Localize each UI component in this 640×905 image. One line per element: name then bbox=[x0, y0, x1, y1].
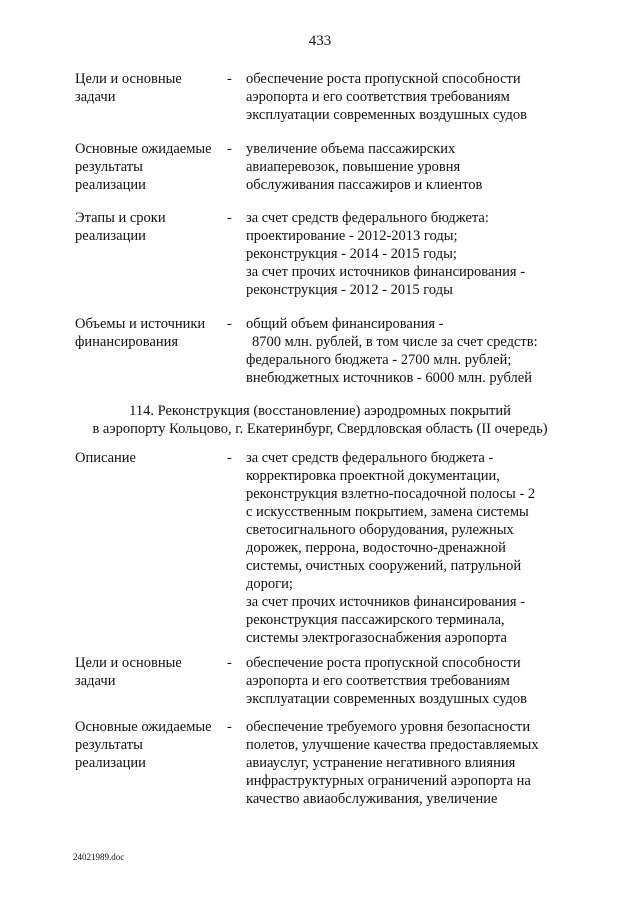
row-value: обеспечение роста пропускной способности аэропорта и его соответствия требованиям эксплуатации современных воздушных судов bbox=[246, 71, 527, 123]
row-dash: - bbox=[227, 719, 232, 735]
row-value: обеспечение роста пропускной способности аэропорта и его соответствия требованиям эксплуатации современных воздушных судов bbox=[246, 655, 527, 707]
row-label: Цели и основные задачи bbox=[75, 71, 182, 105]
row-label: Основные ожидаемые результаты реализации bbox=[75, 719, 212, 771]
file-name-footer: 24021989.doc bbox=[73, 852, 125, 862]
row-dash: - bbox=[227, 141, 232, 157]
row-value: обеспечение требуемого уровня безопасности полетов, улучшение качества предоставляемых авиауслуг, устранение негативного влияния инфраструктурных ограничений аэропорта на качество авиаобслуживания, увеличение bbox=[246, 719, 539, 807]
row-dash: - bbox=[227, 71, 232, 87]
row-value: общий объем финансирования - 8700 млн. рублей, в том числе за счет средств: федерального бюджета - 2700 млн. рублей; внебюджетных источников - 6000 млн. рублей bbox=[246, 316, 538, 386]
row-label: Описание bbox=[75, 450, 136, 466]
row-label: Объемы и источники финансирования bbox=[75, 316, 206, 350]
row-value: за счет средств федерального бюджета - корректировка проектной документации, реконструкция взлетно-посадочной полосы - 2 с искусственным покрытием, замена системы светосигнального оборудования, рулежных дорожек, перрона, водосточно-дренажной системы, очистных сооружений, патрульной дороги; за счет прочих источников финансирования - реконструкция пассажирского терминала, системы электрогазоснабжения аэропорта bbox=[246, 450, 536, 646]
row-dash: - bbox=[227, 316, 232, 332]
row-dash: - bbox=[227, 210, 232, 226]
row-dash: - bbox=[227, 655, 232, 671]
row-label: Цели и основные задачи bbox=[75, 655, 182, 689]
row-value: увеличение объема пассажирских авиаперевозок, повышение уровня обслуживания пассажиров и клиентов bbox=[246, 141, 483, 193]
row-value: за счет средств федерального бюджета: проектирование - 2012-2013 годы; реконструкция - 2014 - 2015 годы; за счет прочих источников финансирования - реконструкция - 2012 - 2015 годы bbox=[246, 210, 526, 298]
page-number: 433 bbox=[308, 33, 332, 49]
row-label: Этапы и сроки реализации bbox=[75, 210, 166, 244]
row-dash: - bbox=[227, 450, 232, 466]
row-label: Основные ожидаемые результаты реализации bbox=[75, 141, 212, 193]
section-title: 114. Реконструкция (восстановление) аэродромных покрытий в аэропорту Кольцово, г. Екатеринбург, Свердловская область (II очередь) bbox=[92, 403, 548, 437]
